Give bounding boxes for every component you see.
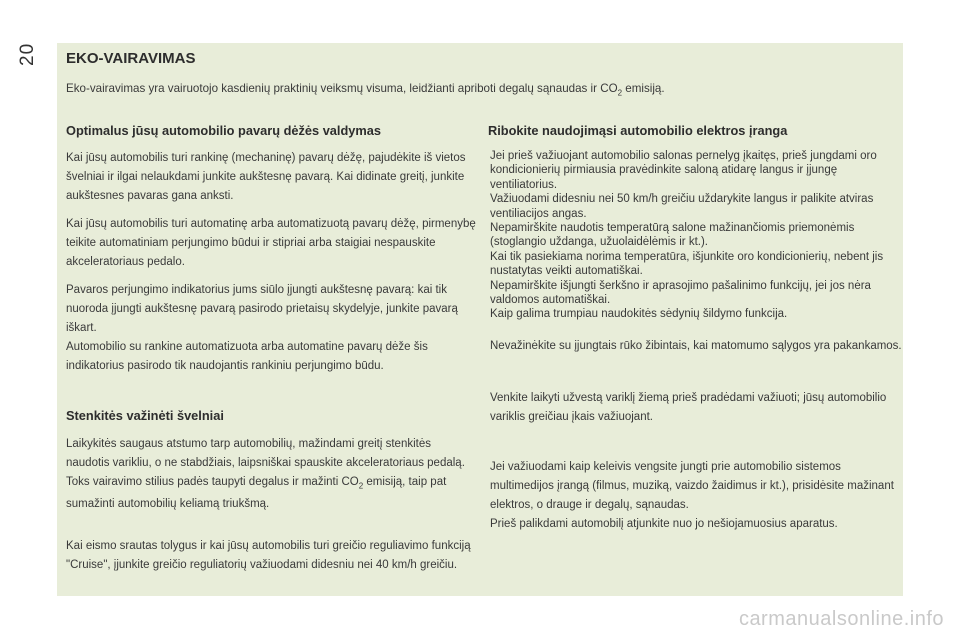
smooth-driving-heading: Stenkitės važinėti švelniai bbox=[66, 408, 224, 423]
ac-ventilation-tip: Jei prieš važiuojant automobilio salonas pernelyg įkaitęs, prieš jungdami oro kondicionierių pirmiausia pravėdinkite saloną atidarę langus ir įjungę ventiliatorius. bbox=[490, 150, 877, 191]
smooth-driving-text-end: emisiją, taip pat sumažinti automobilių keliamą triukšmą. bbox=[66, 476, 447, 511]
gearbox-manual-paragraph: Kai jūsų automobilis turi rankinę (mechaninę) pavarų dėžę, pajudėkite iš vietos švelniai ir ilgai nelaukdami junkite aukštesnę pavarą. Kai didinate greitį, junkite aukštesnes pavaras gana anksti. bbox=[66, 152, 466, 202]
smooth-driving-paragraph bbox=[66, 435, 476, 514]
windows-tip: Važiuodami didesniu nei 50 km/h greičiu uždarykite langus ir palikite atviras ventiliacijos angas. bbox=[490, 193, 874, 220]
portable-devices-tip: Prieš palikdami automobilį atjunkite nuo jo nešiojamuosius aparatus. bbox=[490, 518, 838, 530]
intro-text-end: emisiją. bbox=[622, 82, 665, 95]
intro-paragraph bbox=[66, 81, 896, 101]
multimedia-tip: Jei važiuodami kaip keleivis vengsite jungti prie automobilio sistemos multimedijos įrangą (filmus, muziką, vaizdo žaidimus ir kt.), prisidėsite mažinant elektros, o drauge ir degalų, sąnaudas. bbox=[490, 461, 894, 511]
page-number: 20 bbox=[17, 42, 38, 66]
smooth-driving-text: Laikykitės saugaus atstumo tarp automobilių, mažindami greitį stenkitės naudotis varikliu, o ne stabdžiais, laipsniškai spauskite akceleratoriaus pedalą. Toks vairavimo stilius padės taupyti degalus ir mažinti CO bbox=[66, 438, 465, 488]
gear-indicator-note: Automobilio su rankine automatizuota arba automatine pavarų dėže šis indikatorius pasirodo tik naudojantis rankiniu perjungimo būdu. bbox=[66, 341, 428, 372]
fog-lights-tip: Nevažinėkite su įjungtais rūko žibintais, kai matomumo sąlygos yra pakankamos. bbox=[490, 340, 902, 352]
electrical-heading: Ribokite naudojimąsi automobilio elektros įranga bbox=[488, 123, 788, 138]
gearbox-heading: Optimalus jūsų automobilio pavarų dėžės valdymas bbox=[66, 123, 382, 138]
ac-off-tip: Kai tik pasiekiama norima temperatūra, išjunkite oro kondicionierių, nebent jis nustatytas veikti automatiškai. bbox=[490, 250, 884, 278]
gear-indicator-paragraph: Pavaros perjungimo indikatorius jums siūlo įjungti aukštesnę pavarą: kai tik nuoroda įjungti aukštesnę pavarą pasirodo prietaisų skydelyje, junkite pavarą iškart. bbox=[66, 284, 458, 334]
electrical-tips-block bbox=[490, 149, 902, 322]
cruise-paragraph: Kai eismo srautas tolygus ir kai jūsų automobilis turi greičio reguliavimo funkciją "Cruise", įjunkite greičio reguliatorių važiuodami didesniu nei 40 km/h greičiu. bbox=[66, 540, 471, 571]
co2-subscript-2: 2 bbox=[358, 481, 364, 491]
co2-subscript: 2 bbox=[617, 88, 623, 98]
intro-text: Eko-vairavimas yra vairuotojo kasdienių praktinių veiksmų visuma, leidžianti apriboti degalų sąnaudas ir CO bbox=[66, 82, 618, 95]
seat-heating-tip: Kaip galima trumpiau naudokitės sėdynių šildymo funkcija. bbox=[490, 308, 788, 321]
page-title: EKO-VAIRAVIMAS bbox=[66, 50, 196, 67]
gearbox-automatic-paragraph: Kai jūsų automobilis turi automatinę arba automatizuotą pavarų dėžę, pirmenybę teikite automatiniam perjungimo būdui ir stipriai arba staigiai nespauskite akceleratoriaus pedalo. bbox=[66, 218, 476, 268]
watermark: carmanualsonline.info bbox=[738, 608, 944, 630]
sunshade-tip: Nepamirškite naudotis temperatūrą salone mažinančiomis priemonėmis (stoglangio uždanga, užuolaidėlėmis ir kt.). bbox=[490, 222, 855, 249]
defrost-tip: Nepamirškite išjungti šerkšno ir aprasojimo pašalinimo funkcijų, jei jos nėra valdomos automatiškai. bbox=[490, 279, 871, 307]
engine-idle-tip: Venkite laikyti užvestą variklį žiemą prieš pradėdami važiuoti; jūsų automobilio variklis greičiau įkais važiuojant. bbox=[490, 392, 887, 423]
